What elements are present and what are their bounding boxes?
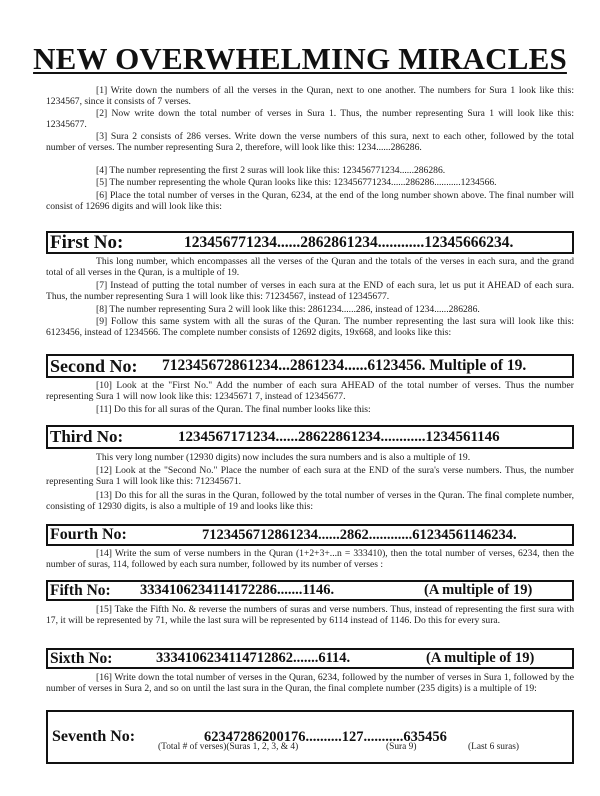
sixth-number-label: Sixth No:	[50, 649, 113, 667]
paragraph-15: [13] Do this for all the suras in the Quran, followed by the total number of verses in the Quran. The final complete number, consisting of 12930 digits, is also a multiple of 19 and looks like this:	[46, 490, 574, 513]
first-number-label: First No:	[50, 231, 124, 253]
paragraph-17: [15] Take the Fifth No. & reverse the numbers of suras and verse numbers. Thus, instead of representing the first sura with 17, it will be represented by 71, while the last sura will be represented by 6114 instead of 1146. Do this for every sura.	[46, 604, 574, 627]
paragraph-16: [14] Write the sum of verse numbers in the Quran (1+2+3+...n = 333410), then the total number of verses, 6234, then the number of suras, 114, followed by each sura number, followed by its number of verses :	[46, 548, 574, 571]
seventh-number-box	[46, 710, 574, 764]
paragraph-5: [5] The number representing the whole Quran looks like this: 123456771234......286286...........1234566.	[96, 177, 497, 188]
paragraph-2: [2] Now write down the total number of verses in Sura 1. Thus, the number representing Sura 1 will look like this: 12345677.	[46, 108, 574, 131]
first-number-value: 123456771234......2862861234............12345666234.	[184, 233, 514, 251]
second-number-box	[46, 354, 574, 378]
sixth-number-note: (A multiple of 19)	[426, 650, 535, 666]
paragraph-11: [10] Look at the "First No." Add the number of each sura AHEAD of the total number of verses. Thus the number representing Sura 1 will now look like this: 12345671 7, instead of 12345677.	[46, 380, 574, 403]
fifth-number-value: 3334106234114172286.......1146.	[140, 582, 335, 598]
page-title: NEW OVERWHELMING MIRACLES	[33, 41, 567, 76]
paragraph-1: [1] Write down the numbers of all the verses in the Quran, next to one another. The numbers for Sura 1 look like this: 1234567, since it consists of 7 verses.	[46, 85, 574, 108]
third-number-label: Third No:	[50, 427, 124, 446]
paragraph-13: This very long number (12930 digits) now includes the sura numbers and is also a multiple of 19.	[96, 452, 471, 463]
paragraph-18: [16] Write down the total number of verses in the Quran, 6234, followed by the number of verses in Sura 1, followed by the number of verses in Sura 2, and so on until the last sura in the Quran, the final complete number (235 digits) is a multiple of 19:	[46, 672, 574, 695]
seventh-number-label: Seventh No:	[52, 728, 136, 745]
seventh-number-value: 62347286200176..........127...........635456	[204, 728, 447, 745]
second-number-label: Second No:	[50, 355, 138, 376]
paragraph-14: [12] Look at the "Second No." Place the number of each sura at the END of the sura's verse numbers. Thus, the number representing Sura 1 will look like this: 712345671.	[46, 465, 574, 488]
fifth-number-box	[46, 580, 574, 601]
third-number-box	[46, 425, 574, 449]
paragraph-8: [7] Instead of putting the total number of verses in each sura at the END of each sura, let us put it AHEAD of each sura. Thus, the number representing Sura 1 will look like this: 71234567, instead of 12345677.	[46, 280, 574, 303]
fifth-number-note: (A multiple of 19)	[424, 582, 533, 598]
fourth-number-value: 7123456712861234......2862............61234561146234.	[202, 526, 517, 543]
second-number-value: 712345672861234...2861234......6123456. Multiple of 19.	[162, 357, 527, 374]
paragraph-12: [11] Do this for all suras of the Quran. The final number looks like this:	[96, 404, 371, 415]
fifth-number-label: Fifth No:	[50, 581, 111, 599]
sixth-number-box	[46, 648, 574, 669]
sixth-number-value: 3334106234114712862.......6114.	[156, 650, 351, 666]
footnote-total-verses: (Total # of verses)(Suras 1, 2, 3, & 4)	[158, 742, 299, 752]
footnote-last-6-suras: (Last 6 suras)	[468, 742, 520, 752]
paragraph-6: [6] Place the total number of verses in the Quran, 6234, at the end of the long number shown above. The final number will consist of 12696 digits and will look like this:	[46, 190, 574, 213]
paragraph-10: [9] Follow this same system with all the suras of the Quran. The number representing the last sura will look like this: 6123456, instead of 1234566. The complete number consists of 12692 digits, 19x668, and looks like this:	[46, 316, 574, 339]
first-number-box	[46, 231, 574, 254]
fourth-number-box	[46, 524, 574, 546]
third-number-value: 1234567171234......28622861234............1234561146	[178, 428, 500, 445]
paragraph-9: [8] The number representing Sura 2 will look like this: 2861234......286, instead of 1234......286286.	[96, 304, 480, 315]
footnote-sura-9: (Sura 9)	[386, 742, 417, 752]
paragraph-4: [4] The number representing the first 2 suras will look like this: 123456771234......286286.	[96, 165, 446, 176]
paragraph-3: [3] Sura 2 consists of 286 verses. Write down the verse numbers of this sura, next to each other, followed by the total number of verses. The number representing Sura 2, therefore, will look like this: 1234......286286.	[46, 131, 574, 154]
fourth-number-label: Fourth No:	[50, 526, 127, 543]
paragraph-7: This long number, which encompasses all the verses of the Quran and the totals of the verses in each sura, and the grand total of all verses in the Quran, is a multiple of 19.	[46, 256, 574, 279]
